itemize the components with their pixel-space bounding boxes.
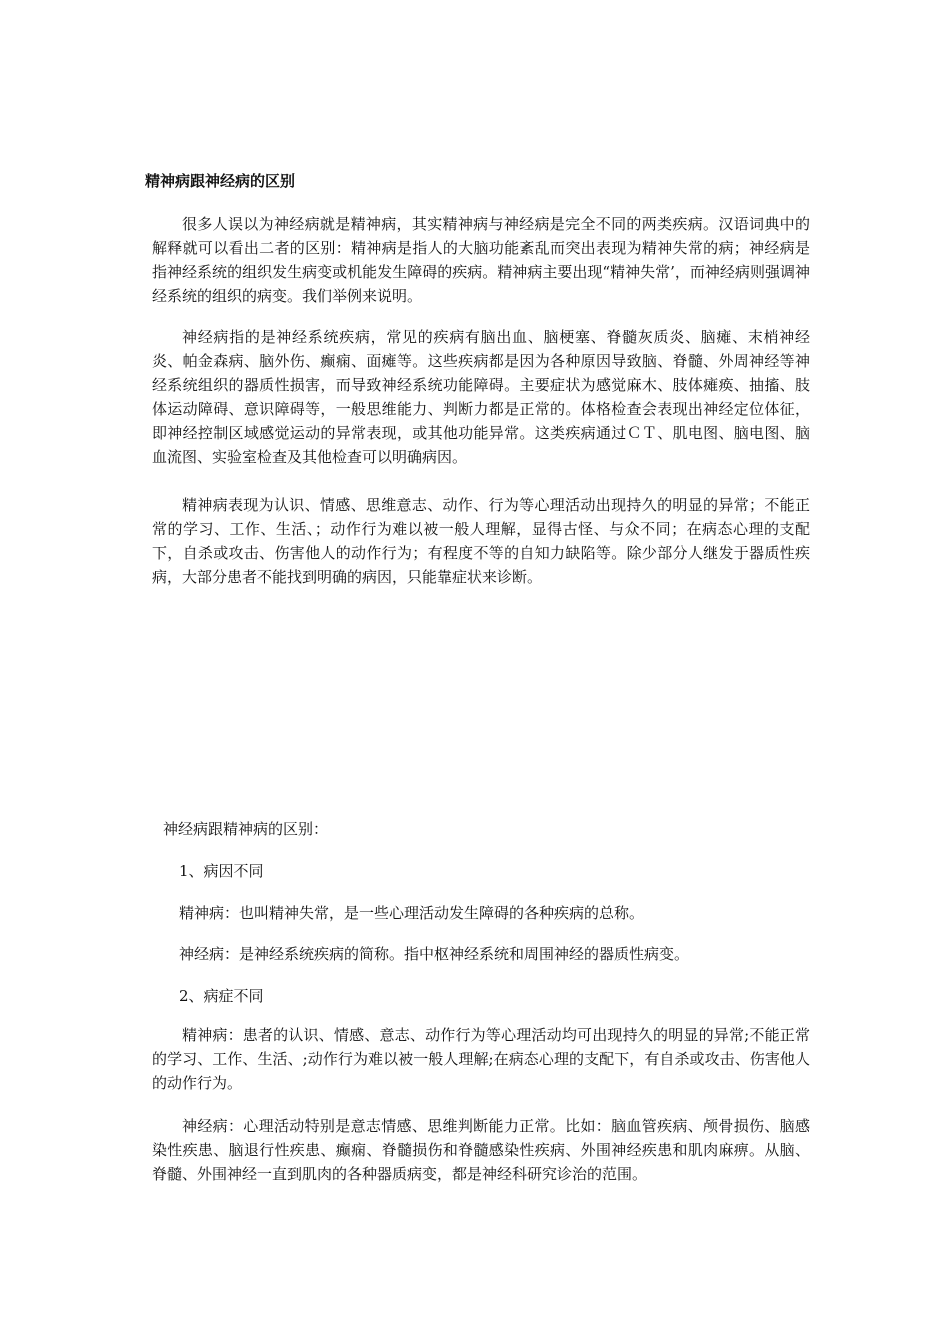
cause-mental-line: 精神病：也叫精神失常，是一些心理活动发生障碍的各种疾病的总称。 [179,904,645,922]
symptom-heading: 2、病症不同 [179,987,264,1005]
cause-neuro-line: 神经病：是神经系统疾病的简称。指中枢神经系统和周围神经的器质性病变。 [179,945,690,963]
intro-paragraph: 很多人误以为神经病就是精神病，其实精神病与神经病是完全不同的两类疾病。汉语词典中的解释就可以看出二者的区别：精神病是指人的大脑功能紊乱而突出表现为精神失常的病；神经病是指神经系统的组织发生病变或机能发生障碍的疾病。精神病主要出现“精神失常’，而神经病则强调神经系统的组织的病变。我们举例来说明。 [152,215,810,305]
section2-title: 神经病跟精神病的区别： [163,820,329,838]
symptom-neuro-paragraph: 神经病：心理活动特别是意志情感、思维判断能力正常。比如：脑血管疾病、颅骨损伤、脑感染性疾患、脑退行性疾患、癫痫、脊髓损伤和脊髓感染性疾病、外围神经疾患和肌肉麻痹。从脑、脊髓、外围神经一直到肌肉的各种器质病变，都是神经科研究诊治的范围。 [152,1117,810,1183]
document-title: 精神病跟神经病的区别 [145,172,296,190]
symptom-mental-paragraph: 精神病：患者的认识、情感、意志、动作行为等心理活动均可出现持久的明显的异常;不能正常的学习、工作、生活、;动作行为难以被一般人理解;在病态心理的支配下，有自杀或攻击、伤害他人的动作行为。 [152,1026,810,1092]
cause-heading: 1、病因不同 [179,862,264,880]
neuro-disease-paragraph: 神经病指的是神经系统疾病，常见的疾病有脑出血、脑梗塞、脊髓灰质炎、脑瘫、末梢神经炎、帕金森病、脑外伤、癫痫、面瘫等。这些疾病都是因为各种原因导致脑、脊髓、外周神经等神经系统组织的器质性损害，而导致神经系统功能障碍。主要症状为感觉麻木、肢体瘫痪、抽搐、肢体运动障碍、意识障碍等，一般思维能力、判断力都是正常的。体格检查会表现出神经定位体征，即神经控制区域感觉运动的异常表现，或其他功能异常。这类疾病通过ＣＴ、肌电图、脑电图、脑血流图、实验室检查及其他检查可以明确病因。 [152,328,810,466]
mental-disease-paragraph: 精神病表现为认识、情感、思维意志、动作、行为等心理活动出现持久的明显的异常；不能正常的学习、工作、生活、；动作行为难以被一般人理解，显得古怪、与众不同；在病态心理的支配下，自杀或攻击、伤害他人的动作行为；有程度不等的自知力缺陷等。除少部分人继发于器质性疾病，大部分患者不能找到明确的病因，只能靠症状来诊断。 [152,496,810,586]
